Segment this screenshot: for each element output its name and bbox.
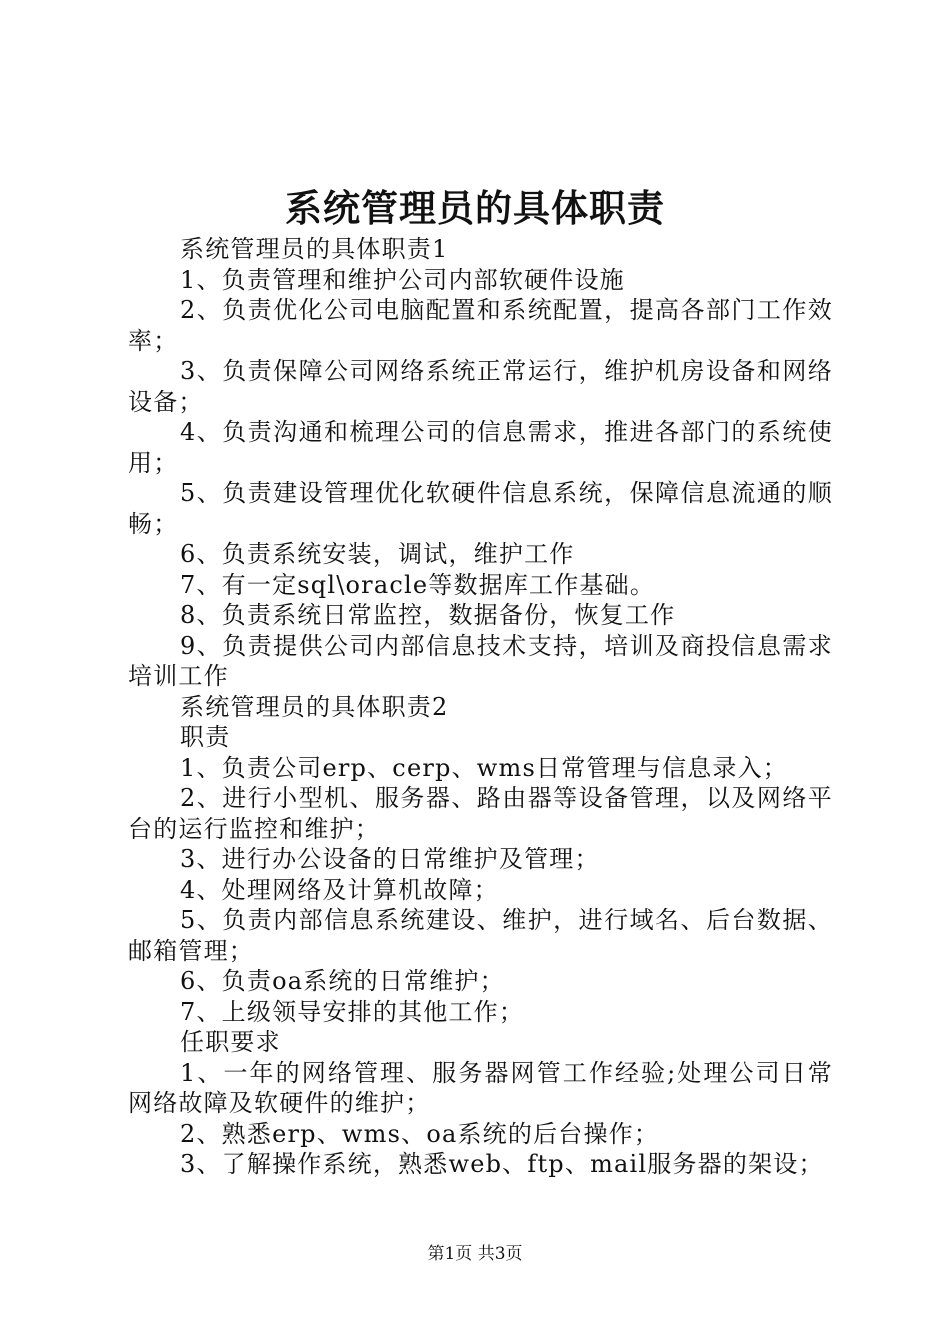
subsection-heading: 职责 <box>180 723 231 751</box>
page-footer: 第1页 共3页 <box>427 1244 523 1264</box>
list-item: 8、负责系统日常监控，数据备份，恢复工作 <box>180 601 676 629</box>
list-item: 2、负责优化公司电脑配置和系统配置，提高各部门工作效率； <box>128 296 833 355</box>
list-item: 5、负责内部信息系统建设、维护，进行域名、后台数据、邮箱管理； <box>128 906 833 965</box>
list-item: 6、负责oa系统的日常维护； <box>180 967 505 995</box>
list-item: 4、处理网络及计算机故障； <box>180 875 499 904</box>
list-item: 3、负责保障公司网络系统正常运行，维护机房设备和网络设备； <box>128 357 833 416</box>
list-item: 4、负责沟通和梳理公司的信息需求，推进各部门的系统使用； <box>128 418 833 477</box>
list-item: 2、进行小型机、服务器、路由器等设备管理，以及网络平台的运行监控和维护； <box>128 784 833 843</box>
document-title: 系统管理员的具体职责 <box>285 186 665 230</box>
list-item: 9、负责提供公司内部信息技术支持，培训及商投信息需求培训工作 <box>128 631 833 690</box>
list-item: 3、进行办公设备的日常维护及管理； <box>180 845 600 873</box>
list-item: 1、一年的网络管理、服务器网管工作经验;处理公司日常网络故障及软硬件的维护； <box>128 1058 833 1117</box>
list-item: 6、负责系统安装，调试，维护工作 <box>180 540 575 568</box>
section-heading: 系统管理员的具体职责1 <box>180 235 449 263</box>
section-heading: 系统管理员的具体职责2 <box>180 692 449 721</box>
list-item: 5、负责建设管理优化软硬件信息系统，保障信息流通的顺畅； <box>128 479 833 538</box>
list-item: 2、熟悉erp、wms、oa系统的后台操作； <box>180 1119 660 1148</box>
list-item: 1、负责公司erp、cerp、wms日常管理与信息录入； <box>180 753 789 782</box>
list-item: 7、上级领导安排的其他工作； <box>180 997 525 1026</box>
subsection-heading: 任职要求 <box>180 1028 281 1056</box>
list-item: 1、负责管理和维护公司内部软硬件设施 <box>180 265 625 294</box>
list-item: 7、有一定sql\oracle等数据库工作基础。 <box>180 570 656 599</box>
list-item: 3、了解操作系统，熟悉web、ftp、mail服务器的架设； <box>180 1150 824 1178</box>
document-body <box>128 234 833 1180</box>
